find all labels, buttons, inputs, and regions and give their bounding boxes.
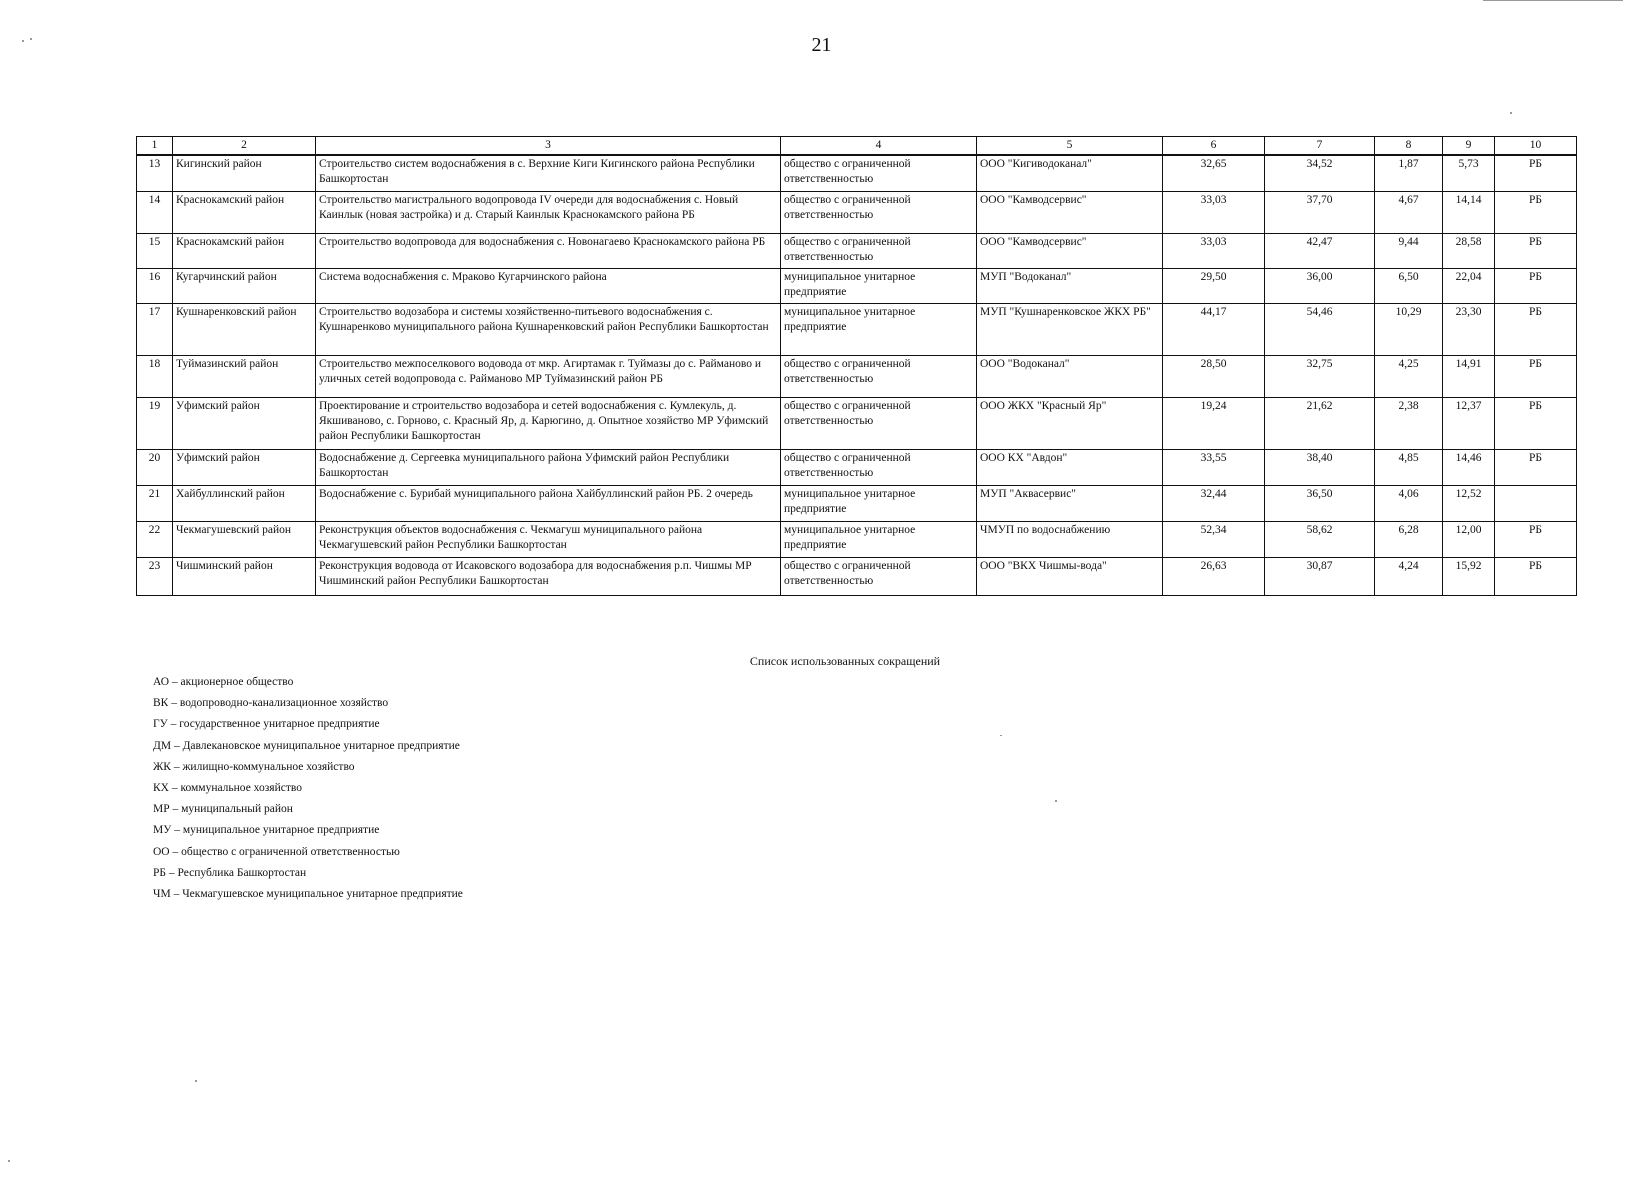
row-number: 16 xyxy=(137,268,173,303)
project-cell: Система водоснабжения с. Мраково Кугарчинского района xyxy=(316,268,781,303)
row-number: 20 xyxy=(137,449,173,485)
scan-speck xyxy=(1055,800,1057,802)
project-cell: Строительство межпоселкового водовода от мкр. Агиртамак г. Туймазы до с. Райманово и уличных сетей водопровода с. Райманово МР Туймазинский район РБ xyxy=(316,355,781,397)
abbreviation-item: ГУ – государственное унитарное предприятие xyxy=(153,718,380,731)
value-col9-cell: 14,91 xyxy=(1443,355,1495,397)
value-col8-cell: 4,85 xyxy=(1375,449,1443,485)
value-col8-cell: 4,06 xyxy=(1375,485,1443,521)
budget-cell: РБ xyxy=(1495,557,1577,595)
district-cell: Хайбуллинский район xyxy=(173,485,316,521)
value-col7-cell: 30,87 xyxy=(1265,557,1375,595)
budget-cell: РБ xyxy=(1495,233,1577,268)
table-row xyxy=(137,521,1577,557)
abbreviation-item: ДМ – Давлекановское муниципальное унитарное предприятие xyxy=(153,739,460,752)
project-cell: Строительство водозабора и системы хозяйственно-питьевого водоснабжения с. Кушнаренково муниципального района Кушнаренковский район Республики Башкортостан xyxy=(316,303,781,355)
legal-form-cell: общество с ограниченной ответственностью xyxy=(781,449,977,485)
abbreviation-item: ОО – общество с ограниченной ответственностью xyxy=(153,845,400,858)
district-cell: Краснокамский район xyxy=(173,233,316,268)
value-col8-cell: 2,38 xyxy=(1375,397,1443,449)
organization-cell: ЧМУП по водоснабжению xyxy=(977,521,1163,557)
value-col8-cell: 4,24 xyxy=(1375,557,1443,595)
district-cell: Уфимский район xyxy=(173,397,316,449)
budget-cell: РБ xyxy=(1495,155,1577,191)
value-col9-cell: 22,04 xyxy=(1443,268,1495,303)
table-row xyxy=(137,449,1577,485)
legal-form-cell: муниципальное унитарное предприятие xyxy=(781,485,977,521)
value-col7-cell: 36,00 xyxy=(1265,268,1375,303)
scan-speck xyxy=(1000,735,1002,736)
value-col6-cell: 33,55 xyxy=(1163,449,1265,485)
scan-speck xyxy=(8,1160,10,1162)
budget-cell: РБ xyxy=(1495,268,1577,303)
page-number: 21 xyxy=(811,34,832,56)
project-cell: Строительство водопровода для водоснабжения с. Новонагаево Краснокамского района РБ xyxy=(316,233,781,268)
organization-cell: ООО "Кигиводоканал" xyxy=(977,155,1163,191)
value-col6-cell: 26,63 xyxy=(1163,557,1265,595)
value-col8-cell: 4,67 xyxy=(1375,191,1443,233)
value-col9-cell: 23,30 xyxy=(1443,303,1495,355)
organization-cell: ООО "Камводсервис" xyxy=(977,191,1163,233)
district-cell: Чекмагушевский район xyxy=(173,521,316,557)
table-header-row xyxy=(137,137,1577,156)
legal-form-cell: муниципальное унитарное предприятие xyxy=(781,268,977,303)
row-number: 18 xyxy=(137,355,173,397)
column-header: 5 xyxy=(977,137,1163,156)
row-number: 21 xyxy=(137,485,173,521)
value-col8-cell: 6,28 xyxy=(1375,521,1443,557)
legal-form-cell: общество с ограниченной ответственностью xyxy=(781,155,977,191)
budget-cell xyxy=(1495,485,1577,521)
abbreviation-item: АО – акционерное общество xyxy=(153,676,294,688)
table-row xyxy=(137,485,1577,521)
value-col6-cell: 33,03 xyxy=(1163,191,1265,233)
value-col7-cell: 21,62 xyxy=(1265,397,1375,449)
district-cell: Туймазинский район xyxy=(173,355,316,397)
column-header: 8 xyxy=(1375,137,1443,156)
abbreviation-item: МУ – муниципальное унитарное предприятие xyxy=(153,824,380,837)
project-cell: Строительство магистрального водопровода IV очереди для водоснабжения с. Новый Каинлык (новая застройка) и д. Старый Каинлык Краснокамского района РБ xyxy=(316,191,781,233)
value-col7-cell: 36,50 xyxy=(1265,485,1375,521)
row-number: 13 xyxy=(137,155,173,191)
abbreviation-item: ЖК – жилищно-коммунальное хозяйство xyxy=(153,760,355,773)
district-cell: Уфимский район xyxy=(173,449,316,485)
organization-cell: МУП "Водоканал" xyxy=(977,268,1163,303)
budget-cell: РБ xyxy=(1495,397,1577,449)
budget-cell: РБ xyxy=(1495,521,1577,557)
table-row xyxy=(137,155,1577,191)
value-col7-cell: 54,46 xyxy=(1265,303,1375,355)
value-col9-cell: 12,52 xyxy=(1443,485,1495,521)
district-cell: Чишминский район xyxy=(173,557,316,595)
organization-cell: ООО "Водоканал" xyxy=(977,355,1163,397)
row-number: 15 xyxy=(137,233,173,268)
value-col9-cell: 15,92 xyxy=(1443,557,1495,595)
abbreviations-list xyxy=(153,672,463,905)
value-col6-cell: 44,17 xyxy=(1163,303,1265,355)
row-number: 22 xyxy=(137,521,173,557)
scan-speck xyxy=(195,1080,197,1082)
budget-cell: РБ xyxy=(1495,355,1577,397)
value-col9-cell: 5,73 xyxy=(1443,155,1495,191)
budget-cell: РБ xyxy=(1495,303,1577,355)
value-col6-cell: 52,34 xyxy=(1163,521,1265,557)
value-col8-cell: 6,50 xyxy=(1375,268,1443,303)
project-cell: Водоснабжение д. Сергеевка муниципального района Уфимский район Республики Башкортостан xyxy=(316,449,781,485)
column-header: 9 xyxy=(1443,137,1495,156)
legal-form-cell: общество с ограниченной ответственностью xyxy=(781,557,977,595)
scan-edge-line xyxy=(1483,0,1623,1)
column-header: 4 xyxy=(781,137,977,156)
column-header: 3 xyxy=(316,137,781,156)
column-header: 1 xyxy=(137,137,173,156)
value-col6-cell: 32,44 xyxy=(1163,485,1265,521)
value-col9-cell: 12,00 xyxy=(1443,521,1495,557)
value-col9-cell: 12,37 xyxy=(1443,397,1495,449)
column-header: 2 xyxy=(173,137,316,156)
row-number: 23 xyxy=(137,557,173,595)
table-row xyxy=(137,191,1577,233)
legal-form-cell: муниципальное унитарное предприятие xyxy=(781,521,977,557)
column-header: 6 xyxy=(1163,137,1265,156)
abbreviation-item: ЧМ – Чекмагушевское муниципальное унитарное предприятие xyxy=(153,887,463,900)
row-number: 14 xyxy=(137,191,173,233)
abbreviations-title: Список использованных сокращений xyxy=(749,654,941,668)
project-cell: Реконструкция объектов водоснабжения с. Чекмагуш муниципального района Чекмагушевский район Республики Башкортостан xyxy=(316,521,781,557)
organization-cell: ООО "Камводсервис" xyxy=(977,233,1163,268)
project-cell: Проектирование и строительство водозабора и сетей водоснабжения с. Кумлекуль, д. Якшиваново, с. Горново, с. Красный Яр, д. Карюгино, д. Опытное хозяйство МР Уфимский район Республики Башкортостан xyxy=(316,397,781,449)
value-col6-cell: 29,50 xyxy=(1163,268,1265,303)
value-col7-cell: 38,40 xyxy=(1265,449,1375,485)
value-col7-cell: 42,47 xyxy=(1265,233,1375,268)
row-number: 17 xyxy=(137,303,173,355)
legal-form-cell: общество с ограниченной ответственностью xyxy=(781,233,977,268)
organization-cell: МУП "Аквасервис" xyxy=(977,485,1163,521)
column-header: 7 xyxy=(1265,137,1375,156)
budget-cell: РБ xyxy=(1495,449,1577,485)
organization-cell: ООО КХ "Авдон" xyxy=(977,449,1163,485)
value-col6-cell: 32,65 xyxy=(1163,155,1265,191)
district-cell: Кигинский район xyxy=(173,155,316,191)
value-col7-cell: 32,75 xyxy=(1265,355,1375,397)
value-col9-cell: 28,58 xyxy=(1443,233,1495,268)
abbreviation-item: МР – муниципальный район xyxy=(153,803,293,816)
value-col8-cell: 10,29 xyxy=(1375,303,1443,355)
table-row xyxy=(137,233,1577,268)
value-col6-cell: 19,24 xyxy=(1163,397,1265,449)
legal-form-cell: общество с ограниченной ответственностью xyxy=(781,191,977,233)
district-cell: Краснокамский район xyxy=(173,191,316,233)
budget-cell: РБ xyxy=(1495,191,1577,233)
value-col7-cell: 37,70 xyxy=(1265,191,1375,233)
value-col7-cell: 34,52 xyxy=(1265,155,1375,191)
row-number: 19 xyxy=(137,397,173,449)
legal-form-cell: общество с ограниченной ответственностью xyxy=(781,355,977,397)
projects-table xyxy=(136,136,1577,596)
organization-cell: МУП "Кушнаренковское ЖКХ РБ" xyxy=(977,303,1163,355)
organization-cell: ООО ЖКХ "Красный Яр" xyxy=(977,397,1163,449)
project-cell: Строительство систем водоснабжения в с. Верхние Киги Кигинского района Республики Башкортостан xyxy=(316,155,781,191)
legal-form-cell: общество с ограниченной ответственностью xyxy=(781,397,977,449)
value-col8-cell: 9,44 xyxy=(1375,233,1443,268)
table-row xyxy=(137,557,1577,595)
table-row xyxy=(137,397,1577,449)
table-row xyxy=(137,355,1577,397)
abbreviation-item: РБ – Республика Башкортостан xyxy=(153,866,307,879)
value-col6-cell: 33,03 xyxy=(1163,233,1265,268)
value-col9-cell: 14,14 xyxy=(1443,191,1495,233)
district-cell: Кугарчинский район xyxy=(173,268,316,303)
value-col6-cell: 28,50 xyxy=(1163,355,1265,397)
value-col8-cell: 1,87 xyxy=(1375,155,1443,191)
district-cell: Кушнаренковский район xyxy=(173,303,316,355)
value-col7-cell: 58,62 xyxy=(1265,521,1375,557)
column-header: 10 xyxy=(1495,137,1577,156)
scan-speck xyxy=(1510,112,1512,114)
value-col8-cell: 4,25 xyxy=(1375,355,1443,397)
abbreviation-item: КХ – коммунальное хозяйство xyxy=(153,781,302,794)
table-row xyxy=(137,268,1577,303)
project-cell: Водоснабжение с. Бурибай муниципального района Хайбуллинский район РБ. 2 очередь xyxy=(316,485,781,521)
value-col9-cell: 14,46 xyxy=(1443,449,1495,485)
abbreviation-item: ВК – водопроводно-канализационное хозяйство xyxy=(153,697,389,710)
organization-cell: ООО "ВКХ Чишмы-вода" xyxy=(977,557,1163,595)
table-row xyxy=(137,303,1577,355)
project-cell: Реконструкция водовода от Исаковского водозабора для водоснабжения р.п. Чишмы МР Чишминский район Республики Башкортостан xyxy=(316,557,781,595)
legal-form-cell: муниципальное унитарное предприятие xyxy=(781,303,977,355)
